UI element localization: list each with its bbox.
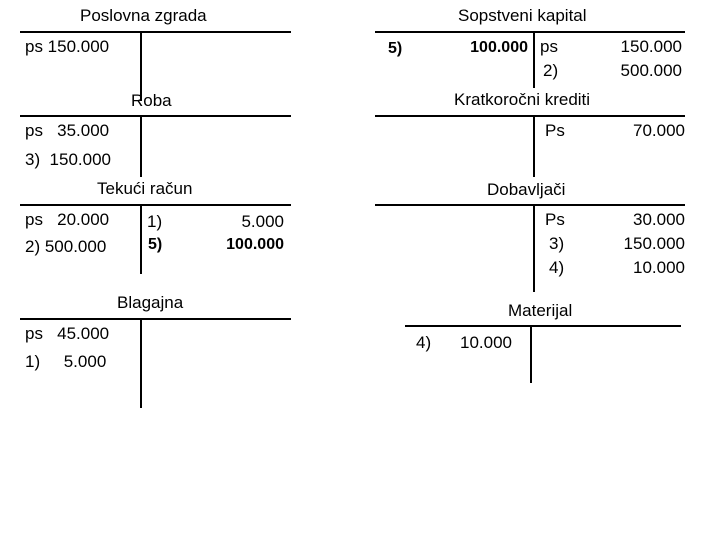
credit-ref: 3) [549, 234, 565, 253]
t-account-horizontal-line [20, 115, 291, 117]
credit-ref: 1) [147, 212, 163, 231]
debit-amount: 10.000 [460, 333, 512, 352]
account-title: Tekući račun [97, 179, 193, 198]
debit-ref: 5) [388, 40, 403, 57]
debit-entry: ps 20.000 [25, 210, 110, 229]
credit-amount: 500.000 [620, 61, 682, 80]
t-account-vertical-line [533, 115, 535, 177]
credit-ref: 5) [148, 236, 163, 253]
t-account-horizontal-line [20, 318, 291, 320]
account-title: Dobavljači [487, 180, 566, 199]
debit-entry: 2) 500.000 [25, 237, 107, 256]
debit-entry: ps 150.000 [25, 37, 110, 56]
t-account-vertical-line [533, 204, 535, 292]
t-account-vertical-line [140, 318, 142, 408]
credit-ref: 4) [549, 258, 565, 277]
debit-entry: 1) 5.000 [25, 352, 107, 371]
debit-entry: ps 45.000 [25, 324, 110, 343]
t-account-horizontal-line [405, 325, 681, 327]
debit-entry: 3) 150.000 [25, 150, 112, 169]
credit-ref: Ps [545, 210, 565, 229]
account-title: Roba [131, 91, 172, 110]
credit-amount: 5.000 [241, 212, 284, 231]
credit-ref: ps [540, 37, 558, 56]
t-account-vertical-line [140, 115, 142, 177]
t-account-horizontal-line [20, 31, 291, 33]
t-account-vertical-line [533, 31, 535, 88]
credit-amount: 100.000 [226, 236, 284, 253]
credit-amount: 10.000 [633, 258, 685, 277]
account-title: Kratkoročni krediti [454, 90, 591, 109]
debit-ref: 4) [416, 333, 432, 352]
debit-amount: 100.000 [470, 39, 528, 56]
t-account-horizontal-line [375, 204, 685, 206]
t-account-horizontal-line [375, 31, 685, 33]
account-title: Sopstveni kapital [458, 6, 587, 25]
t-account-vertical-line [140, 204, 142, 274]
credit-amount: 30.000 [633, 210, 685, 229]
credit-amount: 150.000 [623, 234, 685, 253]
account-title: Poslovna zgrada [80, 6, 207, 25]
credit-amount: 70.000 [633, 121, 685, 140]
credit-amount: 150.000 [620, 37, 682, 56]
account-title: Blagajna [117, 293, 184, 312]
t-account-horizontal-line [375, 115, 685, 117]
debit-entry: ps 35.000 [25, 121, 110, 140]
credit-ref: 2) [543, 61, 559, 80]
t-account-vertical-line [530, 325, 532, 383]
credit-ref: Ps [545, 121, 565, 140]
t-account-horizontal-line [20, 204, 291, 206]
account-title: Materijal [508, 301, 573, 320]
